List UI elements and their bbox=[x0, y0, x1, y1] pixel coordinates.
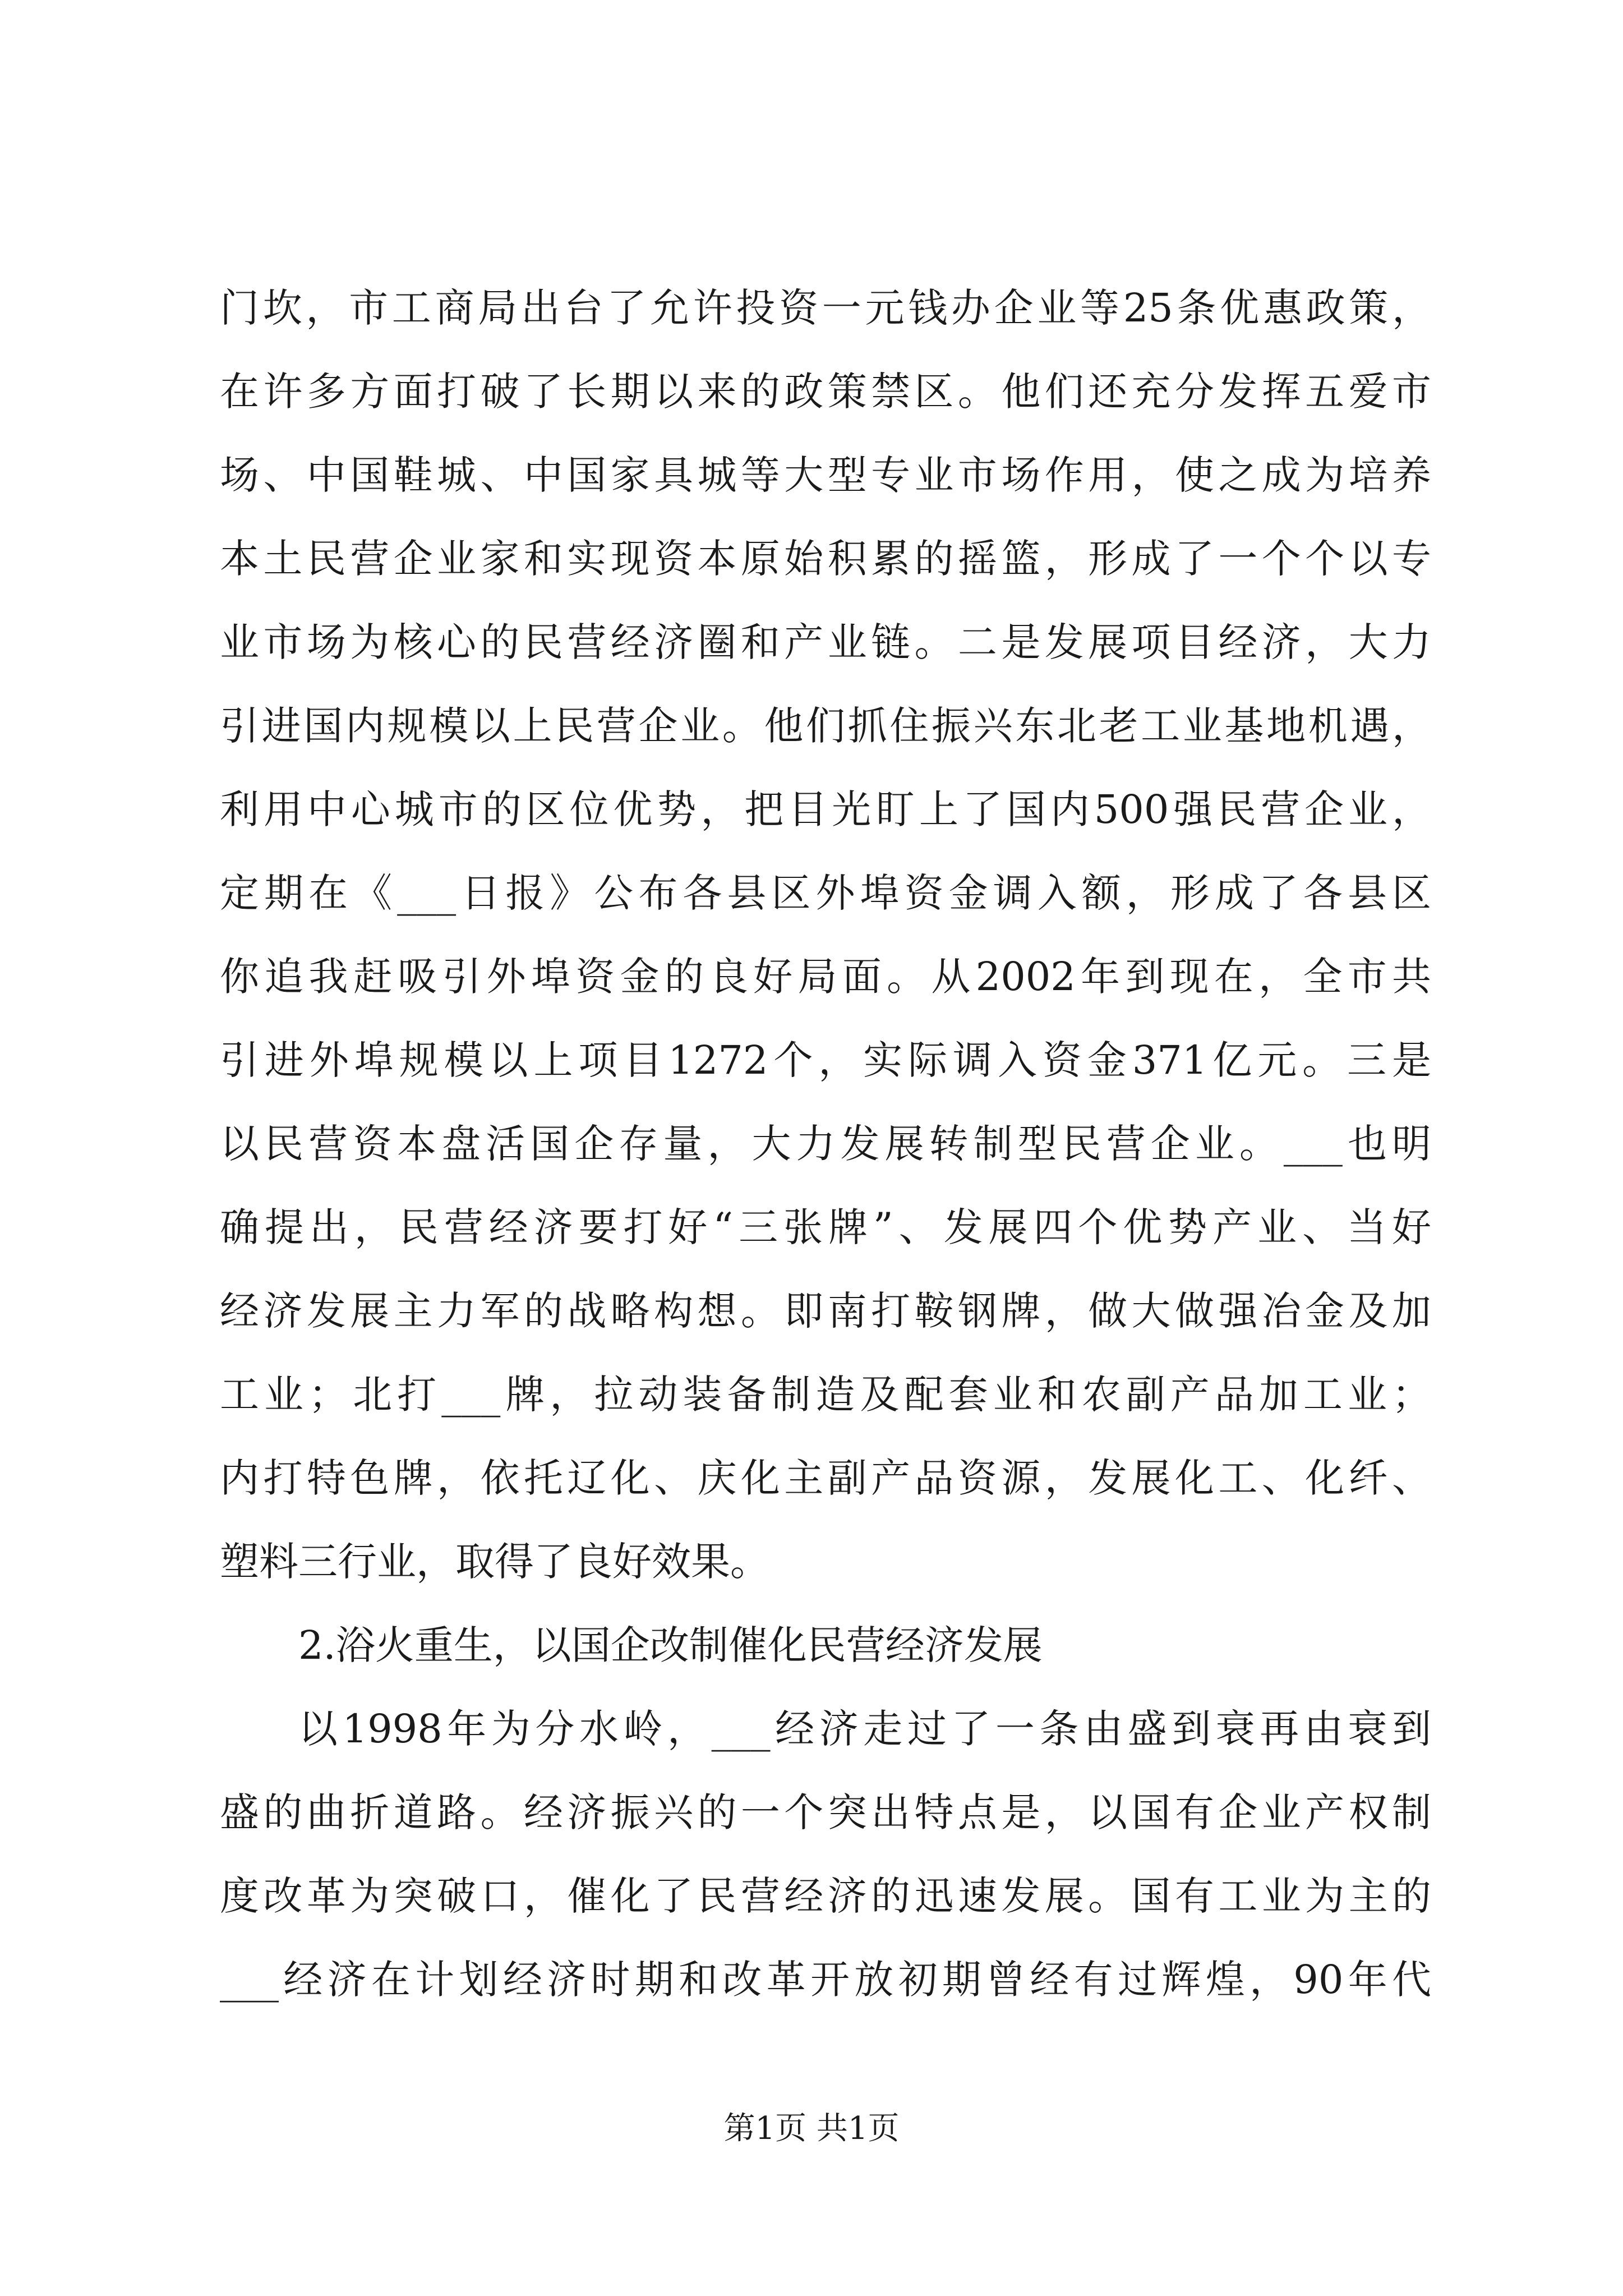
text-line: 引进外埠规模以上项目1272个，实际调入资金371亿元。三是 bbox=[220, 1037, 1431, 1083]
page-footer: 第1页 共1页 bbox=[723, 2110, 900, 2147]
text-line: 门坎，市工商局出台了允许投资一元钱办企业等25条优惠政策， bbox=[220, 285, 1431, 331]
text-line: 本土民营企业家和实现资本原始积累的摇篮，形成了一个个以专 bbox=[220, 536, 1431, 582]
text-line: 确提出，民营经济要打好“三张牌”、发展四个优势产业、当好 bbox=[220, 1204, 1431, 1250]
text-line: 以民营资本盘活国企存量，大力发展转制型民营企业。___也明 bbox=[220, 1121, 1431, 1167]
text-line: 场、中国鞋城、中国家具城等大型专业市场作用，使之成为培养 bbox=[220, 452, 1431, 498]
text-line: 度改革为突破口，催化了民营经济的迅速发展。国有工业为主的 bbox=[220, 1873, 1431, 1919]
text-line: 业市场为核心的民营经济圈和产业链。二是发展项目经济，大力 bbox=[220, 619, 1431, 665]
text-line: 引进国内规模以上民营企业。他们抓住振兴东北老工业基地机遇， bbox=[220, 703, 1431, 749]
body-text bbox=[220, 266, 1431, 2022]
text-line: 在许多方面打破了长期以来的政策禁区。他们还充分发挥五爱市 bbox=[220, 369, 1431, 415]
text-line: 塑料三行业，取得了良好效果。 bbox=[220, 1539, 769, 1585]
section-heading: 2.浴火重生，以国企改制催化民营经济发展 bbox=[298, 1622, 1043, 1668]
text-line: 定期在《___日报》公布各县区外埠资金调入额，形成了各县区 bbox=[220, 870, 1431, 916]
text-line: 利用中心城市的区位优势，把目光盯上了国内500强民营企业， bbox=[220, 786, 1431, 832]
text-line: ___经济在计划经济时期和改革开放初期曾经有过辉煌，90年代 bbox=[220, 1957, 1431, 2003]
text-line: 盛的曲折道路。经济振兴的一个突出特点是，以国有企业产权制 bbox=[220, 1789, 1431, 1835]
text-line: 你追我赶吸引外埠资金的良好局面。从2002年到现在，全市共 bbox=[220, 954, 1431, 1000]
text-line: 内打特色牌，依托辽化、庆化主副产品资源，发展化工、化纤、 bbox=[220, 1455, 1431, 1501]
text-line: 经济发展主力军的战略构想。即南打鞍钢牌，做大做强冶金及加 bbox=[220, 1288, 1431, 1334]
text-line: 工业；北打___牌，拉动装备制造及配套业和农副产品加工业； bbox=[220, 1372, 1431, 1418]
text-line: 以1998年为分水岭，___经济走过了一条由盛到衰再由衰到 bbox=[298, 1706, 1431, 1752]
